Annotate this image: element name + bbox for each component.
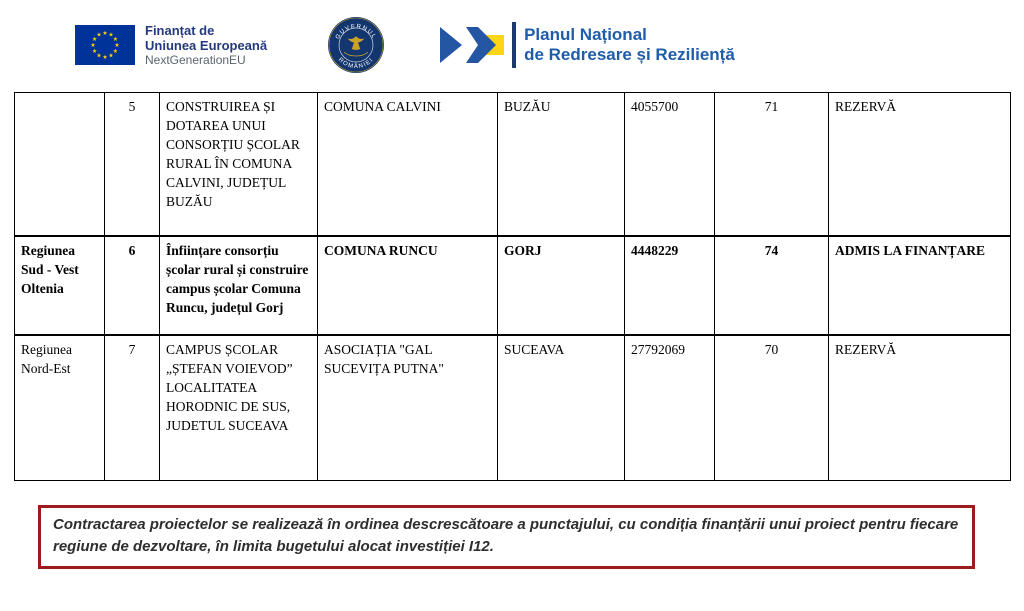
gov-label-top: GUVERNUL bbox=[335, 23, 378, 41]
cell-nr: 5 bbox=[105, 93, 160, 236]
cell-county: BUZĂU bbox=[498, 93, 625, 236]
cell-amount: 4448229 bbox=[625, 236, 715, 335]
pnrr-title bbox=[524, 25, 735, 65]
pnrr-divider-bar bbox=[512, 22, 516, 68]
cell-county: GORJ bbox=[498, 236, 625, 335]
eu-funded-by-line1: Finanțat de bbox=[145, 22, 215, 38]
cell-applicant: COMUNA RUNCU bbox=[318, 236, 498, 335]
cell-applicant: ASOCIAȚIA "GAL SUCEVIȚA PUTNA" bbox=[318, 335, 498, 481]
eu-funding-logo bbox=[75, 23, 267, 68]
pnrr-title-line1: Planul Național bbox=[524, 25, 647, 44]
projects-table bbox=[14, 92, 1011, 481]
eu-funded-by-line2: Uniunea Europeană bbox=[145, 37, 268, 53]
header-logos bbox=[0, 0, 1024, 90]
eu-funding-text bbox=[145, 23, 267, 68]
cell-score: 74 bbox=[715, 236, 829, 335]
pnrr-logo bbox=[440, 22, 735, 68]
eu-program-name: NextGenerationEU bbox=[145, 52, 246, 67]
pnrr-arrows-icon bbox=[440, 22, 506, 68]
gov-label-bottom: ROMÂNIEI bbox=[336, 56, 376, 71]
table-row bbox=[15, 93, 1011, 236]
cell-status: REZERVĂ bbox=[829, 93, 1011, 236]
cell-nr: 7 bbox=[105, 335, 160, 481]
cell-title: CAMPUS ȘCOLAR „ȘTEFAN VOIEVOD” LOCALITATEA HORODNIC DE SUS, JUDETUL SUCEAVA bbox=[160, 335, 318, 481]
cell-county: SUCEAVA bbox=[498, 335, 625, 481]
cell-title: Înființare consorțiu școlar rural și construire campus școlar Comuna Runcu, județul Gorj bbox=[160, 236, 318, 335]
cell-region: Regiunea Sud - Vest Oltenia bbox=[15, 236, 105, 335]
cell-nr: 6 bbox=[105, 236, 160, 335]
table-row bbox=[15, 236, 1011, 335]
cell-status: ADMIS LA FINANȚARE bbox=[829, 236, 1011, 335]
cell-region bbox=[15, 93, 105, 236]
cell-applicant: COMUNA CALVINI bbox=[318, 93, 498, 236]
cell-title: CONSTRUIREA ȘI DOTAREA UNUI CONSORȚIU ȘCOLAR RURAL ÎN COMUNA CALVINI, JUDEȚUL BUZĂU bbox=[160, 93, 318, 236]
cell-region: Regiunea Nord-Est bbox=[15, 335, 105, 481]
cell-amount: 4055700 bbox=[625, 93, 715, 236]
cell-score: 71 bbox=[715, 93, 829, 236]
note-box bbox=[38, 505, 975, 569]
cell-amount: 27792069 bbox=[625, 335, 715, 481]
note-text: Contractarea proiectelor se realizează în ordinea descrescătoare a punctajului, cu condiția finanțării unui proiect pentru fiecare regiune de dezvoltare, în limita bugetului alocat investiției I12. bbox=[53, 516, 959, 555]
romanian-government-emblem-icon bbox=[327, 16, 385, 74]
cell-score: 70 bbox=[715, 335, 829, 481]
pnrr-title-line2: de Redresare și Reziliență bbox=[524, 45, 735, 64]
cell-status: REZERVĂ bbox=[829, 335, 1011, 481]
eu-flag-icon bbox=[75, 25, 135, 65]
table-row bbox=[15, 335, 1011, 481]
